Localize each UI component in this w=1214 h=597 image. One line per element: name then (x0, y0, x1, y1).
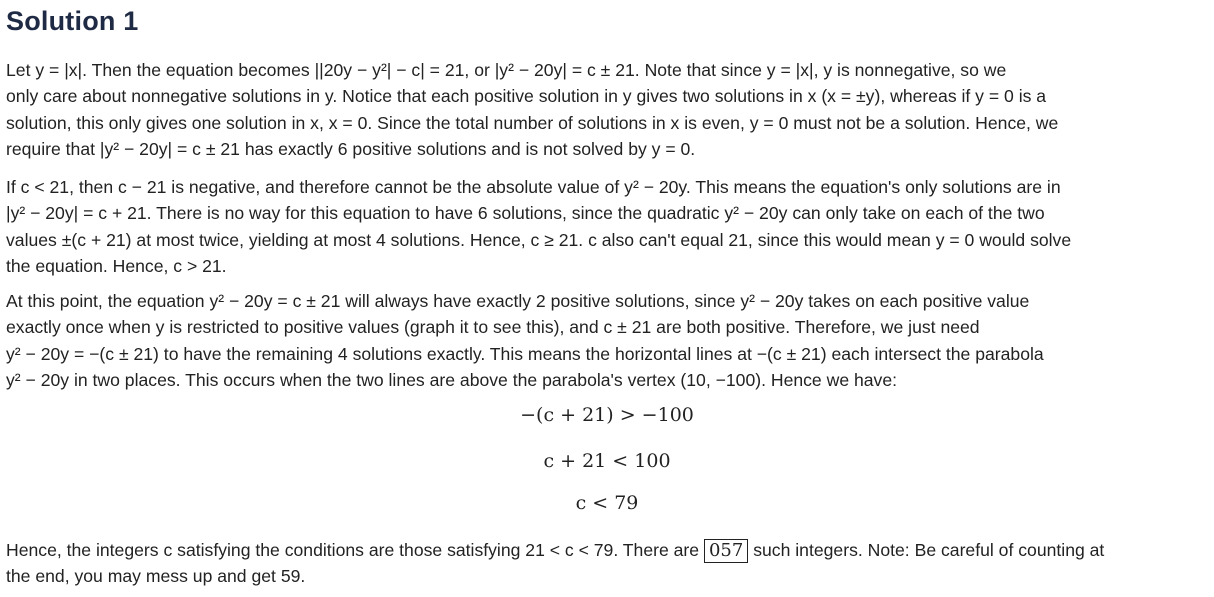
paragraph-1-line: Let y = |x|. Then the equation becomes ||20y − y²| − c| = 21, or |y² − 20y| = c ± 21. Note that since y = |x|, y is nonnegative, so we (6, 60, 1007, 80)
paragraph-1-line: require that |y² − 20y| = c ± 21 has exactly 6 positive solutions and is not solved by y = 0. (6, 138, 696, 159)
paragraph-1-line: only care about nonnegative solutions in y. Notice that each positive solution in y gives two solutions in x (x = ±y), whereas if y = 0 is a (6, 86, 1047, 107)
paragraph-2-line: If c < 21, then c − 21 is negative, and therefore cannot be the absolute value of y² − 20y. This means the equation's only solutions are in (6, 177, 1061, 197)
paragraph-2-line: |y² − 20y| = c + 21. There is no way for this equation to have 6 solutions, since the quadratic y² − 20y can only take on each of the two (6, 203, 1045, 224)
paragraph-4 (6, 537, 1206, 590)
paragraph-4-line-2: the end, you may mess up and get 59. (6, 566, 306, 587)
equation-3: c < 79 (575, 492, 639, 514)
paragraph-4-line-1 (6, 537, 1206, 563)
paragraph-2-line: values ±(c + 21) at most twice, yielding at most 4 solutions. Hence, c ≥ 21. c also can't equal 21, since this would mean y = 0 would solve (6, 229, 1072, 250)
paragraph-1-line: solution, this only gives one solution in x, x = 0. Since the total number of solutions in x is even, y = 0 must not be a solution. Hence, we (6, 112, 1059, 133)
equation-1: −(c + 21) > −100 (520, 404, 694, 426)
conclusion-text: Hence, the integers c satisfying the conditions are those satisfying 21 < c < 79. There are (6, 540, 700, 560)
solution-title: Solution 1 (6, 6, 139, 36)
conclusion-text-after: such integers. Note: Be careful of counting at (753, 540, 1105, 560)
equation-2: c + 21 < 100 (543, 450, 671, 472)
paragraph-2 (6, 174, 1206, 279)
paragraph-3-line: exactly once when y is restricted to positive values (graph it to see this), and c ± 21 are both positive. Therefore, we just need (6, 317, 980, 338)
paragraph-1 (6, 57, 1206, 162)
paragraph-3 (6, 288, 1206, 393)
paragraph-3-line: y² − 20y = −(c ± 21) to have the remaining 4 solutions exactly. This means the horizontal lines at −(c ± 21) each intersect the parabola (6, 343, 1044, 364)
paragraph-2-line: the equation. Hence, c > 21. (6, 255, 227, 276)
paragraph-3-line: y² − 20y in two places. This occurs when the two lines are above the parabola's vertex (10, −100). Hence we have: (6, 369, 898, 390)
paragraph-3-line: At this point, the equation y² − 20y = c ± 21 will always have exactly 2 positive solutions, since y² − 20y takes on each positive value (6, 291, 1030, 311)
boxed-answer: 057 (704, 539, 748, 563)
